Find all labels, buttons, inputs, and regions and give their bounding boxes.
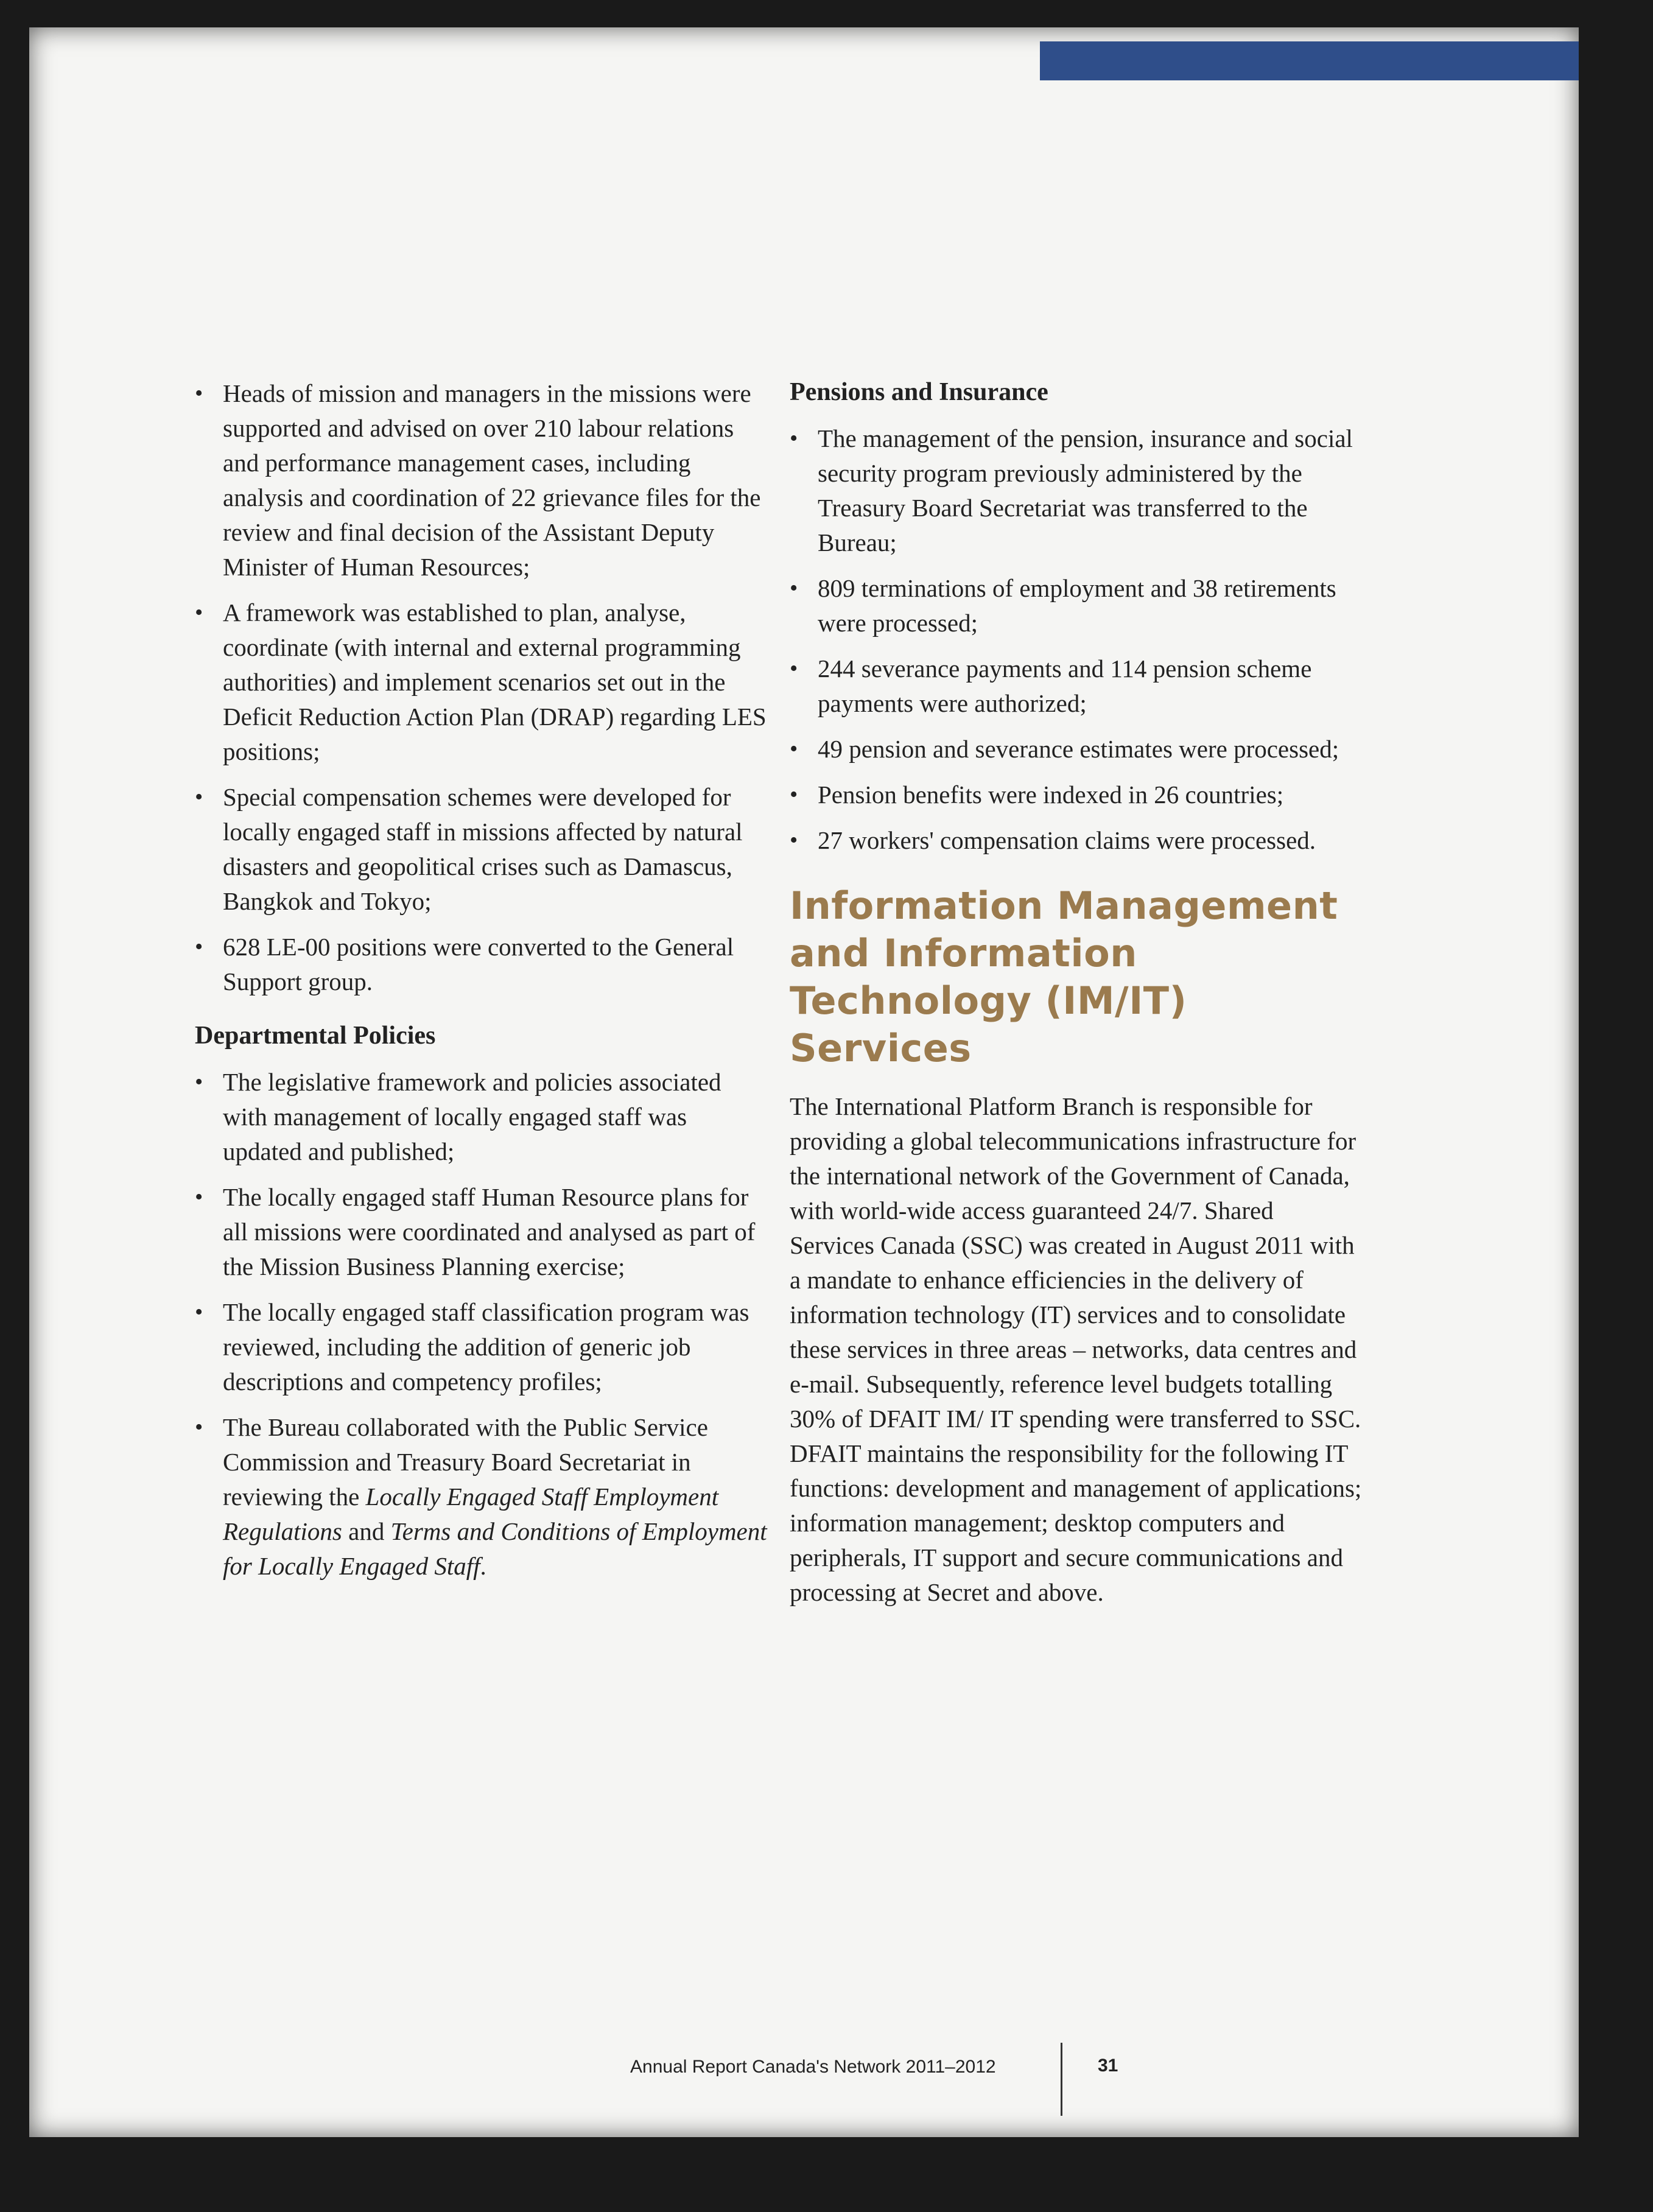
footer-publication: Annual Report Canada's Network 2011–2012 bbox=[630, 2057, 996, 2077]
right-column bbox=[790, 376, 1362, 1610]
list-item: • 628 LE-00 positions were converted to the General Support group. bbox=[195, 930, 770, 999]
list-item: • 244 severance payments and 114 pension scheme payments were authorized; bbox=[790, 651, 1362, 721]
page-number: 31 bbox=[1098, 2056, 1118, 2076]
departmental-bullet-list bbox=[195, 1065, 770, 1584]
list-item: • A framework was established to plan, analyse, coordinate (with internal and external programming authorities) and implement scenarios set out in the Deficit Reduction Action Plan (DRAP) regarding LES positions; bbox=[195, 595, 770, 769]
left-column bbox=[195, 376, 770, 1595]
pensions-heading: Pensions and Insurance bbox=[790, 378, 1048, 406]
section-body: The International Platform Branch is responsible for providing a global telecommunications infrastructure for the international network of the Government of Canada, with world-wide access guaranteed 24/7. Shared Services Canada (SSC) was created in August 2011 with a mandate to enhance efficiencies in the delivery of information technology (IT) services and to consolidate these services in three areas – networks, data centres and e-mail. Subsequently, reference level budgets totalling 30% of DFAIT IM/ IT spending were transferred to SSC. DFAIT maintains the responsibility for the following IT functions: development and management of applications; information management; desktop computers and peripherals, IT support and secure communications and processing at Secret and above. bbox=[790, 1092, 1362, 1606]
list-item: • 809 terminations of employment and 38 retirements were processed; bbox=[790, 571, 1362, 641]
list-item: • Heads of mission and managers in the missions were supported and advised on over 210 labour relations and performance management cases, including analysis and coordination of 22 grievance files for the review and final decision of the Assistant Deputy Minister of Human Resources; bbox=[195, 376, 770, 585]
header-color-bar bbox=[1040, 41, 1579, 80]
pensions-bullet-list bbox=[790, 421, 1362, 858]
bullet-text: and bbox=[342, 1517, 391, 1545]
bullet-text: . bbox=[480, 1552, 486, 1580]
list-item: • Pension benefits were indexed in 26 countries; bbox=[790, 778, 1362, 812]
list-item bbox=[195, 1410, 770, 1584]
footer-divider bbox=[1061, 2043, 1062, 2116]
bullet-text: The Bureau collaborated with the Public Service Commission and Treasury Board Secretariat in reviewing the bbox=[223, 1413, 708, 1511]
list-item: • Special compensation schemes were developed for locally engaged staff in missions affected by natural disasters and geopolitical crises such as Damascus, Bangkok and Tokyo; bbox=[195, 780, 770, 919]
intro-bullet-list bbox=[195, 376, 770, 999]
departmental-policies-heading: Departmental Policies bbox=[195, 1022, 436, 1050]
list-item: • 27 workers' compensation claims were processed. bbox=[790, 823, 1362, 858]
list-item: • 49 pension and severance estimates were processed; bbox=[790, 732, 1362, 767]
list-item: • The legislative framework and policies associated with management of locally engaged staff was updated and published; bbox=[195, 1065, 770, 1169]
regulations-title: Locally Engaged Staff Employment Regulations bbox=[223, 1483, 719, 1545]
list-item: • The locally engaged staff Human Resource plans for all missions were coordinated and analysed as part of the Mission Business Planning exercise; bbox=[195, 1180, 770, 1284]
terms-title: Terms and Conditions of Employment for Locally Engaged Staff bbox=[223, 1517, 767, 1580]
list-item: • The locally engaged staff classification program was reviewed, including the addition of generic job descriptions and competency profiles; bbox=[195, 1295, 770, 1399]
list-item: • The management of the pension, insurance and social security program previously administered by the Treasury Board Secretariat was transferred to the Bureau; bbox=[790, 421, 1362, 560]
section-heading: Information Management and Information Technology (IM/IT) Services bbox=[790, 883, 1338, 1070]
